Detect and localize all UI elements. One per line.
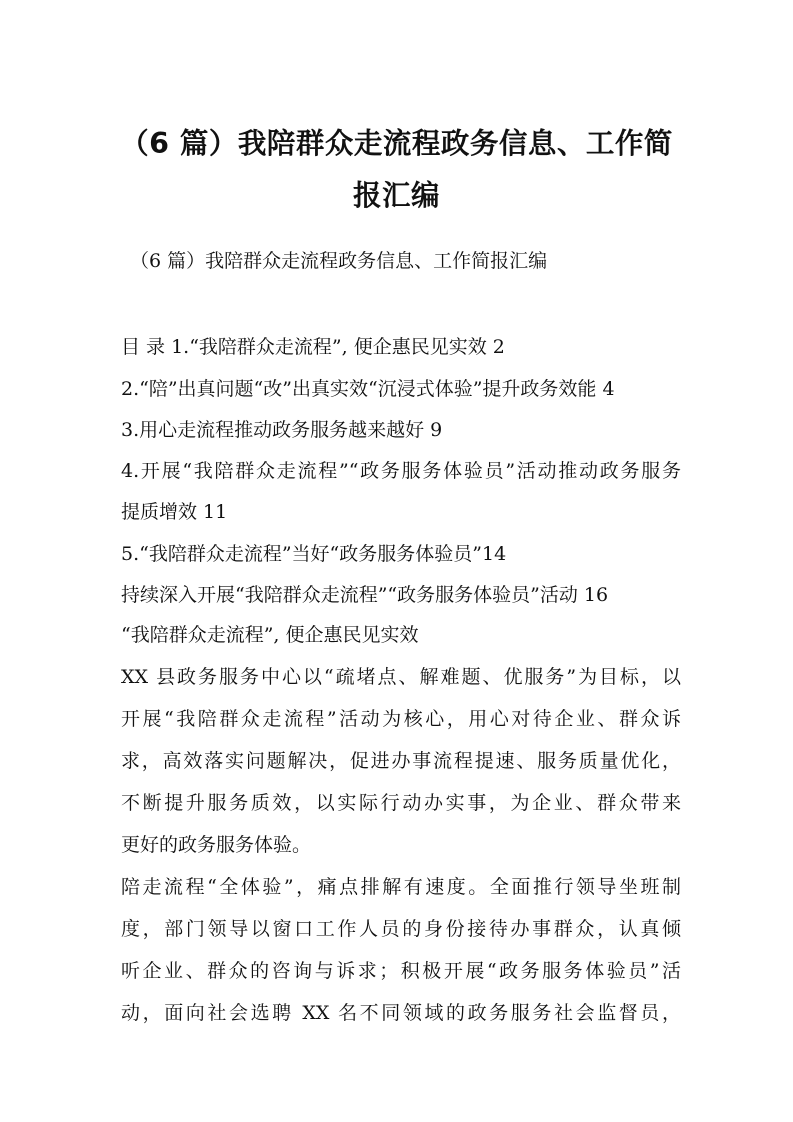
toc-line: 提质增效 11 <box>121 501 228 523</box>
paragraph-line: 动，面向社会选聘 XX 名不同领域的政务服务社会监督员， <box>121 1002 681 1024</box>
paragraph-line: 求，高效落实问题解决，促进办事流程提速、服务质量优化， <box>121 750 681 772</box>
paragraph-line: 陪走流程“全体验”，痛点排解有速度。全面推行领导坐班制 <box>121 876 681 898</box>
paragraph-line: 开展“我陪群众走流程”活动为核心，用心对待企业、群众诉 <box>121 708 681 730</box>
toc-line: 4.开展“我陪群众走流程”“政务服务体验员”活动推动政务服务 <box>121 460 681 482</box>
paragraph-line: 更好的政务服务体验。 <box>121 834 312 856</box>
paragraph-line: 不断提升服务质效，以实际行动办实事，为企业、群众带来 <box>121 792 681 814</box>
paragraph-line: 听企业、群众的咨询与诉求；积极开展“政务服务体验员”活 <box>121 960 681 982</box>
paragraph-line: 度，部门领导以窗口工作人员的身份接待办事群众，认真倾 <box>121 918 681 940</box>
toc-line: 目 录 1.“我陪群众走流程”, 便企惠民见实效 2 <box>121 336 505 358</box>
toc-line: 2.“陪”出真问题“改”出真实效“沉浸式体验”提升政务效能 4 <box>121 378 615 400</box>
document-subtitle: （6 篇）我陪群众走流程政务信息、工作简报汇编 <box>130 250 548 272</box>
paragraph-line: XX 县政务服务中心以“疏堵点、解难题、优服务”为目标，以 <box>121 666 681 688</box>
section-heading: “我陪群众走流程”, 便企惠民见实效 <box>121 624 419 646</box>
toc-line: 5.“我陪群众走流程”当好“政务服务体验员”14 <box>121 543 507 565</box>
toc-line: 持续深入开展“我陪群众走流程”“政务服务体验员”活动 16 <box>121 584 609 606</box>
toc-line: 3.用心走流程推动政务服务越来越好 9 <box>121 419 443 441</box>
document-title: （6 篇）我陪群众走流程政务信息、工作简报汇编 <box>120 127 673 212</box>
